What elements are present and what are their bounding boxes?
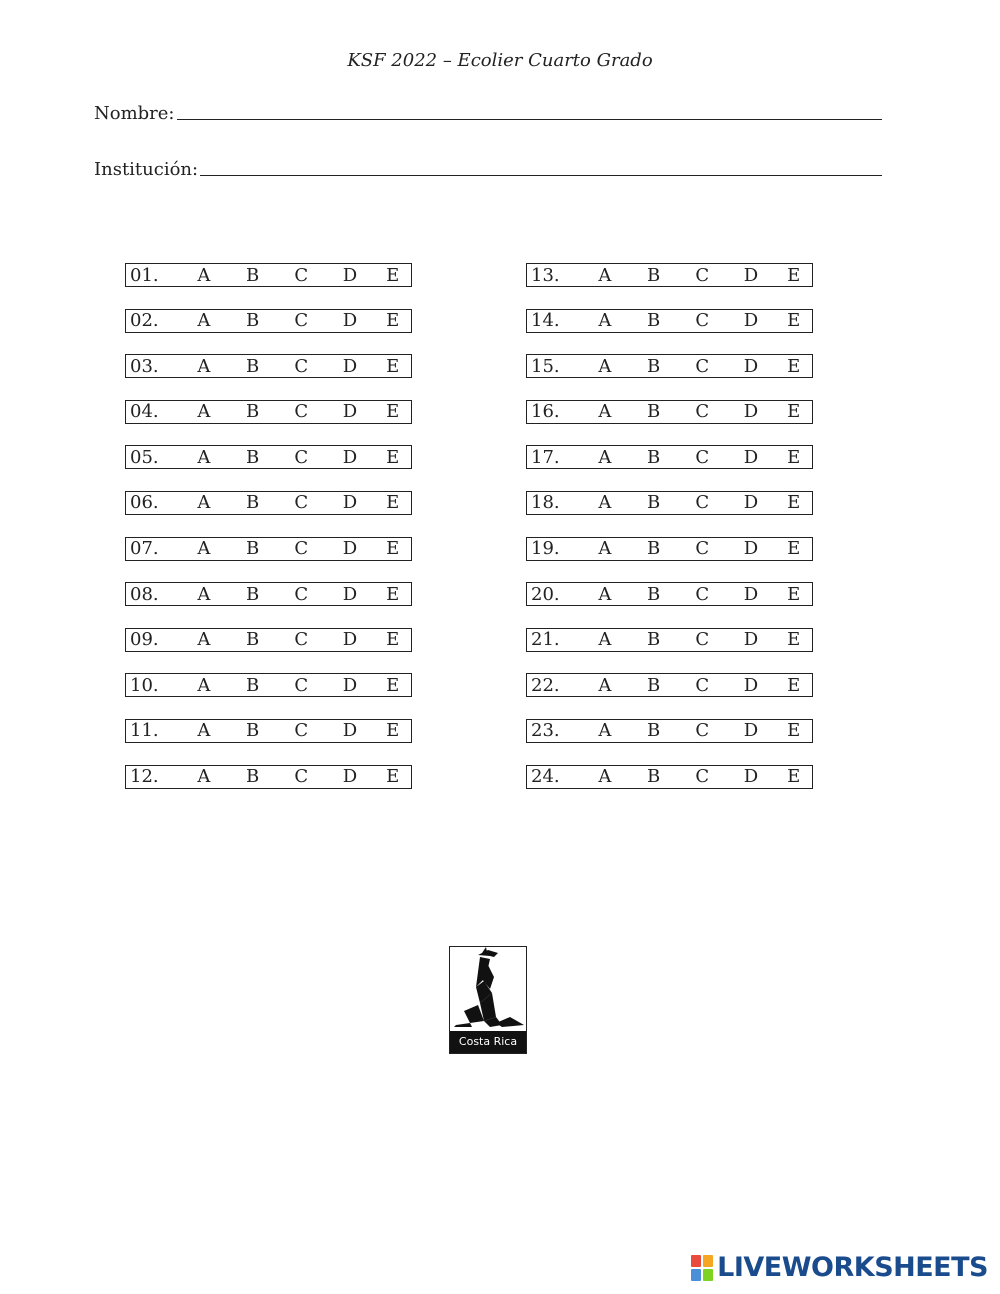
answer-option[interactable]: E — [386, 674, 400, 696]
question-number: 09. — [130, 629, 159, 651]
answer-option[interactable]: B — [245, 766, 260, 788]
liveworksheets-brand[interactable] — [691, 1252, 988, 1283]
answer-option[interactable]: B — [646, 766, 661, 788]
answer-option[interactable]: E — [787, 720, 801, 742]
answer-option[interactable]: B — [245, 720, 260, 742]
answer-row — [125, 354, 412, 378]
answer-option[interactable]: A — [598, 446, 612, 468]
answer-option[interactable]: D — [743, 674, 759, 696]
answer-option[interactable]: E — [787, 355, 801, 377]
question-number: 18. — [531, 492, 560, 514]
answer-option[interactable]: E — [386, 629, 400, 651]
answer-option[interactable]: E — [787, 674, 801, 696]
answer-option[interactable]: E — [787, 264, 801, 286]
answer-option[interactable]: A — [598, 538, 612, 560]
answer-option[interactable]: D — [743, 492, 759, 514]
answer-option[interactable]: B — [646, 492, 661, 514]
answer-option[interactable]: C — [695, 766, 710, 788]
answer-option[interactable]: C — [695, 446, 710, 468]
answer-option[interactable]: D — [743, 720, 759, 742]
question-number: 11. — [130, 720, 159, 742]
answer-row — [125, 719, 412, 743]
question-number: 14. — [531, 310, 560, 332]
answer-option[interactable]: E — [386, 355, 400, 377]
answer-row — [526, 491, 813, 515]
answer-option[interactable]: A — [197, 492, 211, 514]
question-number: 17. — [531, 446, 560, 468]
answer-option[interactable]: E — [386, 310, 400, 332]
answer-option[interactable]: D — [743, 766, 759, 788]
answer-option[interactable]: B — [245, 264, 260, 286]
answer-option[interactable]: E — [787, 583, 801, 605]
answer-column-left — [125, 263, 412, 810]
answer-option[interactable]: C — [695, 583, 710, 605]
answer-option[interactable]: A — [598, 766, 612, 788]
question-number: 10. — [130, 674, 159, 696]
answer-option[interactable]: D — [743, 583, 759, 605]
question-number: 06. — [130, 492, 159, 514]
answer-option[interactable]: B — [646, 355, 661, 377]
brand-wordmark: LIVEWORKSHEETS — [717, 1252, 988, 1283]
answer-option[interactable]: A — [197, 538, 211, 560]
answer-option[interactable]: E — [787, 492, 801, 514]
answer-option[interactable]: A — [197, 583, 211, 605]
answer-option[interactable]: A — [598, 310, 612, 332]
question-number: 08. — [130, 583, 159, 605]
question-number: 24. — [531, 766, 560, 788]
answer-row — [125, 628, 412, 652]
answer-option[interactable]: A — [197, 264, 211, 286]
answer-row — [125, 537, 412, 561]
answer-option[interactable]: C — [294, 446, 309, 468]
answer-row — [125, 765, 412, 789]
answer-option[interactable]: B — [245, 492, 260, 514]
institution-input-line[interactable] — [200, 175, 882, 176]
answer-row — [526, 719, 813, 743]
answer-option[interactable]: D — [342, 446, 358, 468]
answer-option[interactable]: B — [646, 401, 661, 423]
answer-option[interactable]: B — [646, 310, 661, 332]
answer-option[interactable]: D — [342, 720, 358, 742]
answer-option[interactable]: D — [342, 264, 358, 286]
answer-option[interactable]: D — [743, 629, 759, 651]
answer-option[interactable]: D — [342, 629, 358, 651]
answer-option[interactable]: E — [386, 583, 400, 605]
kangaroo-icon — [450, 947, 526, 1033]
question-number: 01. — [130, 264, 159, 286]
answer-option[interactable]: D — [743, 264, 759, 286]
answer-option[interactable]: B — [245, 355, 260, 377]
answer-option[interactable]: E — [787, 629, 801, 651]
answer-option[interactable]: A — [197, 355, 211, 377]
kangaroo-logo — [449, 946, 527, 1054]
answer-option[interactable]: B — [245, 446, 260, 468]
answer-option[interactable]: A — [197, 629, 211, 651]
answer-option[interactable]: C — [695, 401, 710, 423]
answer-option[interactable]: D — [743, 310, 759, 332]
answer-option[interactable]: C — [294, 310, 309, 332]
answer-option[interactable]: A — [598, 264, 612, 286]
answer-option[interactable]: A — [598, 355, 612, 377]
answer-option[interactable]: C — [695, 355, 710, 377]
answer-option[interactable]: E — [386, 720, 400, 742]
answer-option[interactable]: D — [342, 310, 358, 332]
answer-row — [125, 445, 412, 469]
question-number: 21. — [531, 629, 560, 651]
answer-row — [526, 628, 813, 652]
answer-option[interactable]: D — [342, 355, 358, 377]
name-label: Nombre: — [94, 103, 175, 124]
answer-option[interactable]: C — [294, 538, 309, 560]
question-number: 07. — [130, 538, 159, 560]
answer-option[interactable]: B — [646, 583, 661, 605]
institution-field[interactable] — [94, 156, 882, 180]
answer-option[interactable]: A — [197, 310, 211, 332]
answer-row — [526, 445, 813, 469]
answer-option[interactable]: C — [695, 538, 710, 560]
answer-option[interactable]: E — [386, 538, 400, 560]
answer-option[interactable]: E — [787, 401, 801, 423]
answer-row — [125, 263, 412, 287]
answer-option[interactable]: A — [197, 766, 211, 788]
answer-option[interactable]: B — [646, 674, 661, 696]
answer-option[interactable]: C — [294, 629, 309, 651]
answer-option[interactable]: D — [342, 401, 358, 423]
answer-option[interactable]: B — [245, 401, 260, 423]
question-number: 13. — [531, 264, 560, 286]
answer-option[interactable]: B — [245, 629, 260, 651]
answer-row — [526, 765, 813, 789]
answer-option[interactable]: B — [646, 538, 661, 560]
answer-option[interactable]: E — [386, 264, 400, 286]
answer-option[interactable]: A — [598, 629, 612, 651]
answer-option[interactable]: C — [695, 492, 710, 514]
answer-option[interactable]: E — [386, 446, 400, 468]
answer-row — [526, 309, 813, 333]
answer-option[interactable]: D — [342, 538, 358, 560]
answer-option[interactable]: C — [695, 720, 710, 742]
liveworksheets-logo-icon — [691, 1255, 713, 1281]
answer-option[interactable]: D — [743, 355, 759, 377]
answer-row — [526, 354, 813, 378]
answer-option[interactable]: D — [743, 538, 759, 560]
page-title: KSF 2022 – Ecolier Cuarto Grado — [347, 50, 653, 71]
answer-option[interactable]: D — [743, 401, 759, 423]
answer-option[interactable]: E — [386, 766, 400, 788]
question-number: 03. — [130, 355, 159, 377]
answer-option[interactable]: B — [245, 674, 260, 696]
answer-row — [125, 673, 412, 697]
answer-row — [125, 582, 412, 606]
question-number: 23. — [531, 720, 560, 742]
answer-option[interactable]: B — [646, 720, 661, 742]
answer-option[interactable]: C — [294, 720, 309, 742]
answer-option[interactable]: E — [787, 446, 801, 468]
answer-row — [526, 263, 813, 287]
answer-option[interactable]: A — [197, 720, 211, 742]
answer-option[interactable]: B — [245, 583, 260, 605]
answer-option[interactable]: B — [245, 310, 260, 332]
answer-option[interactable]: C — [294, 401, 309, 423]
answer-option[interactable]: E — [787, 538, 801, 560]
question-number: 02. — [130, 310, 159, 332]
answer-row — [526, 673, 813, 697]
answer-option[interactable]: E — [787, 766, 801, 788]
answer-option[interactable]: A — [197, 446, 211, 468]
answer-option[interactable]: A — [598, 720, 612, 742]
question-number: 20. — [531, 583, 560, 605]
answer-option[interactable]: D — [342, 674, 358, 696]
answer-option[interactable]: C — [294, 492, 309, 514]
answer-option[interactable]: A — [197, 674, 211, 696]
answer-option[interactable]: C — [294, 766, 309, 788]
answer-option[interactable]: E — [386, 492, 400, 514]
answer-column-right — [526, 263, 813, 810]
answer-option[interactable]: A — [598, 583, 612, 605]
answer-option[interactable]: D — [342, 492, 358, 514]
answer-option[interactable]: A — [598, 401, 612, 423]
answer-option[interactable]: C — [294, 264, 309, 286]
answer-option[interactable]: C — [294, 583, 309, 605]
answer-option[interactable]: C — [695, 674, 710, 696]
answer-option[interactable]: B — [646, 629, 661, 651]
institution-label: Institución: — [94, 159, 199, 180]
answer-option[interactable]: C — [695, 264, 710, 286]
answer-row — [526, 400, 813, 424]
question-number: 05. — [130, 446, 159, 468]
answer-option[interactable]: A — [598, 674, 612, 696]
answer-option[interactable]: B — [646, 264, 661, 286]
answer-option[interactable]: C — [294, 674, 309, 696]
answer-option[interactable]: B — [646, 446, 661, 468]
answer-option[interactable]: E — [787, 310, 801, 332]
question-number: 15. — [531, 355, 560, 377]
question-number: 22. — [531, 674, 560, 696]
answer-option[interactable]: D — [342, 766, 358, 788]
question-number: 19. — [531, 538, 560, 560]
answer-row — [125, 309, 412, 333]
answer-row — [526, 582, 813, 606]
answer-row — [125, 400, 412, 424]
answer-row — [526, 537, 813, 561]
answer-option[interactable]: C — [695, 310, 710, 332]
question-number: 12. — [130, 766, 159, 788]
answer-option[interactable]: E — [386, 401, 400, 423]
answer-row — [125, 491, 412, 515]
answer-option[interactable]: A — [598, 492, 612, 514]
name-input-line[interactable] — [177, 119, 883, 120]
question-number: 04. — [130, 401, 159, 423]
question-number: 16. — [531, 401, 560, 423]
logo-caption: Costa Rica — [450, 1031, 526, 1053]
answer-option[interactable]: D — [743, 446, 759, 468]
answer-option[interactable]: C — [294, 355, 309, 377]
answer-option[interactable]: D — [342, 583, 358, 605]
answer-option[interactable]: A — [197, 401, 211, 423]
answer-option[interactable]: C — [695, 629, 710, 651]
answer-option[interactable]: B — [245, 538, 260, 560]
name-field[interactable] — [94, 100, 882, 124]
